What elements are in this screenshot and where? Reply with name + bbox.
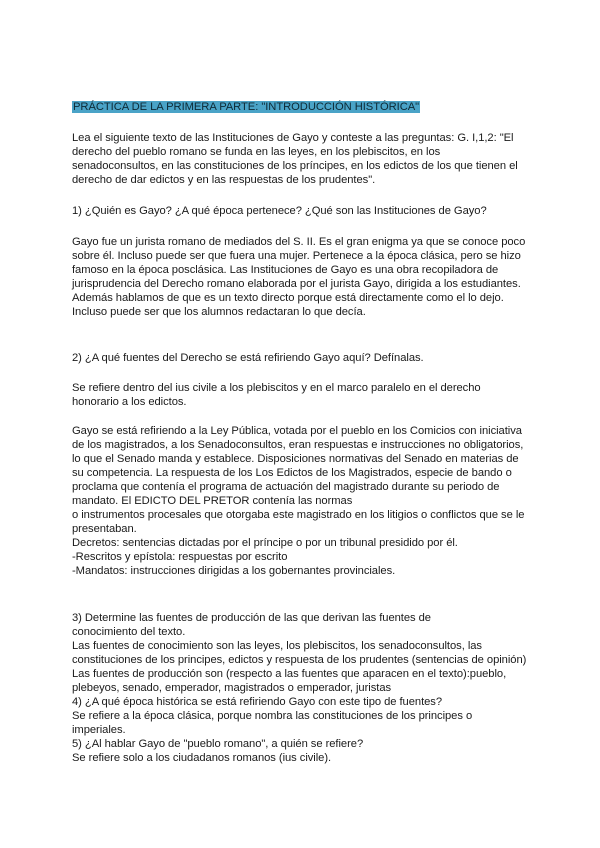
answer-2b-line: Decretos: sentencias dictadas por el príncipe o por un tribunal presidido por él. [72, 537, 458, 549]
question-2: 2) ¿A qué fuentes del Derecho se está refiriendo Gayo aquí? Defínalas. [72, 352, 424, 364]
question-5: 5) ¿Al hablar Gayo de "pueblo romano", a quién se refiere? [72, 738, 364, 750]
answer-2b-line: o instrumentos procesales que otorgaba este magistrado en los litigios o conflictos que se le [72, 509, 525, 521]
answer-1-line: Gayo fue un jurista romano de mediados del S. II. Es el gran enigma ya que se conoce poco [72, 236, 526, 248]
answer-2b-line: su competencia. La respuesta de los Los Edictos de los Magistrados, especie de bando o [72, 467, 512, 479]
intro-line: Lea el siguiente texto de las Instituciones de Gayo y conteste a las preguntas: G. I,1,2: "El [72, 132, 514, 144]
answer-2b-line: Gayo se está refiriendo a la Ley Pública, votada por el pueblo en los Comicios con iniciativa [72, 425, 522, 437]
answer-2b-line: -Mandatos: instrucciones dirigidas a los gobernantes provinciales. [72, 565, 396, 577]
answer-3-line: Las fuentes de conocimiento son las leyes, los plebiscitos, los senadoconsultos, las [72, 640, 482, 652]
answer-2b-line: proclama que contenía el programa de actuación del magistrado durante su periodo de [72, 481, 500, 493]
answer-2b-line: -Rescritos y epístola: respuestas por escrito [72, 551, 288, 563]
answer-4-line: imperiales. [72, 724, 126, 736]
question-3-line: conocimiento del texto. [72, 626, 186, 638]
answer-1-line: famoso en la época posclásica. Las Instituciones de Gayo es una obra recopiladora de [72, 264, 499, 276]
answer-3-line: plebeyos, senado, emperador, magistrados o emperador, juristas [72, 682, 392, 694]
answer-2a-line: Se refiere dentro del ius civile a los plebiscitos y en el marco paralelo en el derecho [72, 382, 481, 394]
answer-3-line: Las fuentes de producción son (respecto a las fuentes que aparacen en el texto):pueblo, [72, 668, 507, 680]
answer-1-line: Incluso puede ser que los alumnos redactaran lo que decía. [72, 306, 366, 318]
answer-1-line: sobre él. Incluso puede ser que fuera una mujer. Pertenece a la época clásica, pero se hizo [72, 250, 521, 262]
question-4: 4) ¿A qué época histórica se está refiriendo Gayo con este tipo de fuentes? [72, 696, 443, 708]
answer-1-line: Además hablamos de que es un texto directo porque está directamente como el lo dejo. [72, 292, 504, 304]
intro-line: derecho del pueblo romano se funda en las leyes, en los plebiscitos, en los [72, 146, 441, 158]
intro-line: derecho de dar edictos y en las respuestas de los prudentes". [72, 174, 376, 186]
question-1: 1) ¿Quién es Gayo? ¿A qué época pertenece? ¿Qué son las Instituciones de Gayo? [72, 205, 487, 217]
answer-2b-line: presentaban. [72, 523, 137, 535]
answer-1-line: jurisprudencia del Derecho romano elaborada por el jurista Gayo, dirigida a los estudiantes. [72, 278, 521, 290]
answer-2a-line: honorario a los edictos. [72, 396, 187, 408]
title-highlight: PRÁCTICA DE LA PRIMERA PARTE: "INTRODUCCIÓN HISTÓRICA" [73, 101, 420, 113]
answer-3-line: constituciones de los principes, edictos y respuesta de los prudentes (sentencias de opinión) [72, 654, 527, 666]
answer-2b-line: lo que el Senado manda y establece. Disposiciones normativas del Senado en materias de [72, 453, 519, 465]
answer-2b-line: mandato. El EDICTO DEL PRETOR contenía las normas [72, 495, 353, 507]
question-3-line: 3) Determine las fuentes de producción de las que derivan las fuentes de [72, 612, 431, 624]
answer-2b-line: de los magistrados, a los Senadoconsultos, eran respuestas e instrucciones no obligatorios, [72, 439, 524, 451]
page-title [72, 100, 420, 114]
intro-line: senadoconsultos, en las constituciones de los príncipes, en los edictos de los que tienen el [72, 160, 518, 172]
answer-5: Se refiere solo a los ciudadanos romanos (ius civile). [72, 752, 332, 764]
answer-4-line: Se refiere a la época clásica, porque nombra las constituciones de los principes o [72, 710, 473, 722]
